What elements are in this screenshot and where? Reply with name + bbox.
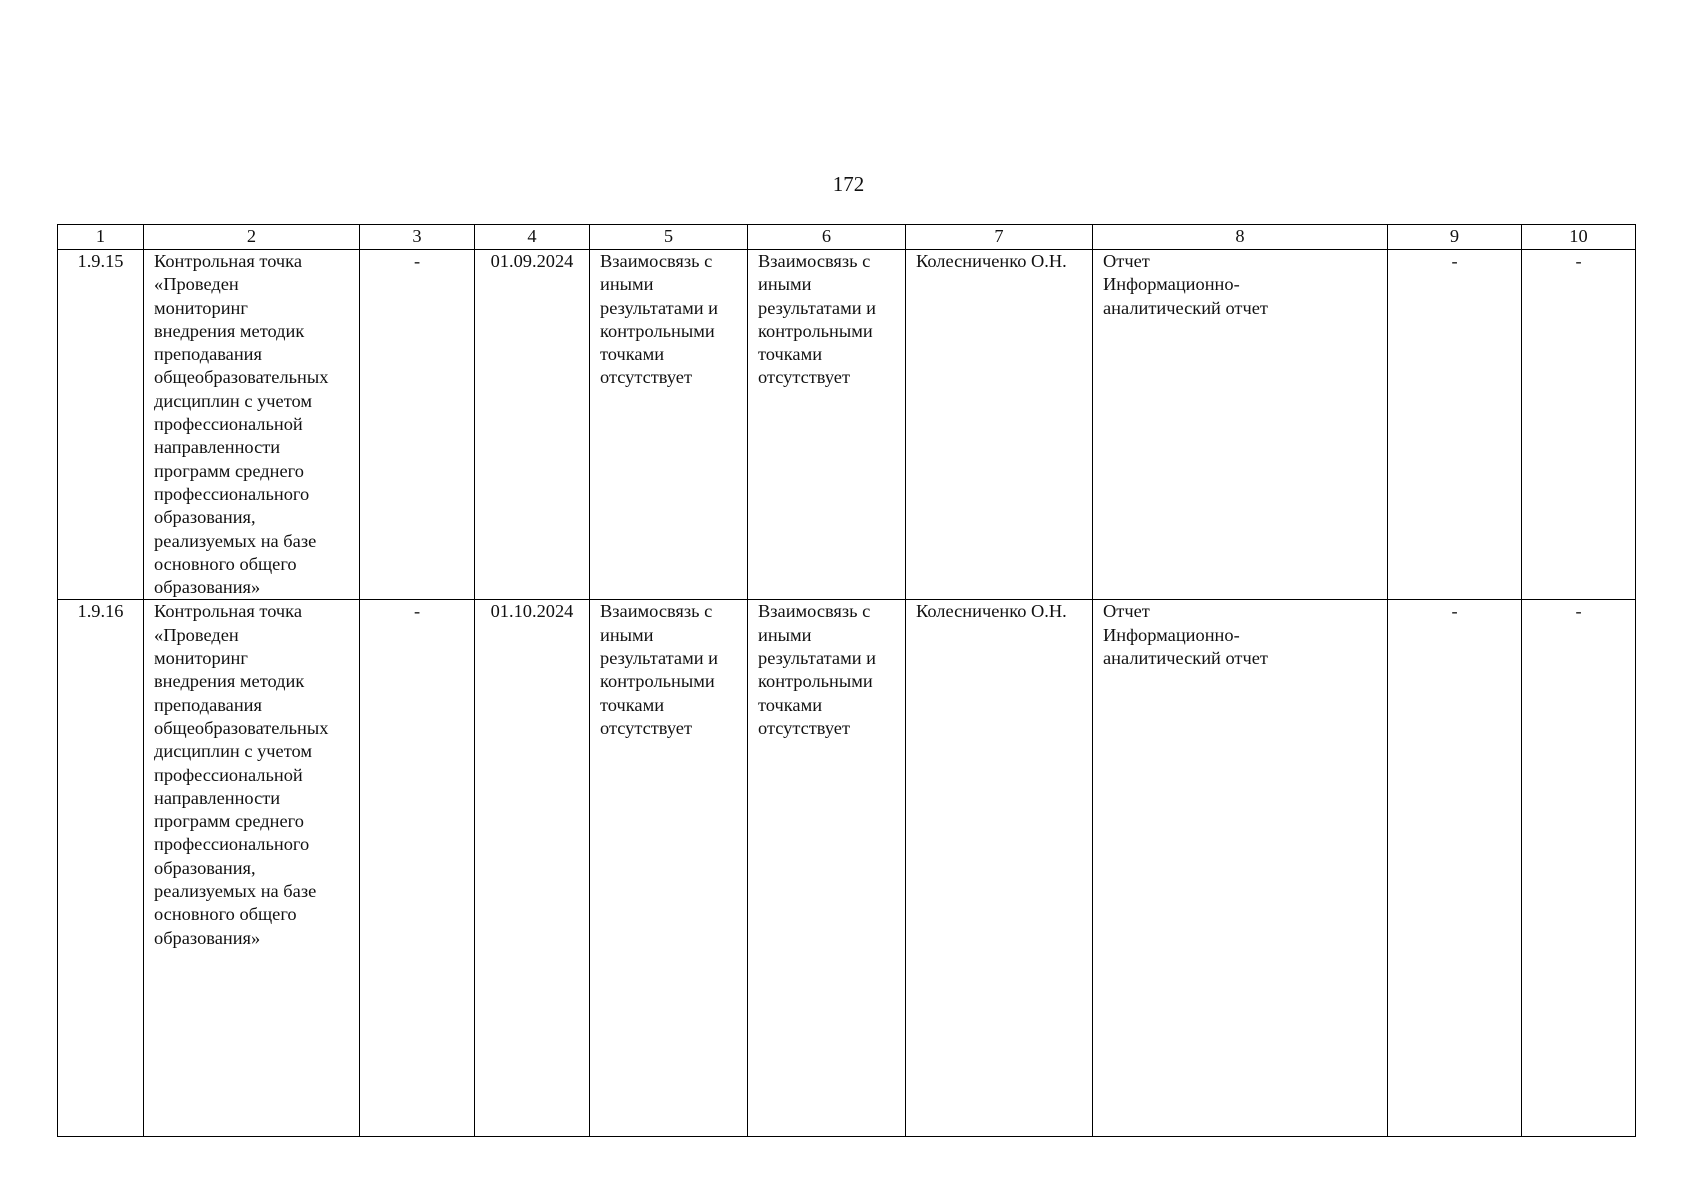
row-number: 1.9.15 — [58, 250, 144, 600]
row-date: 01.09.2024 — [475, 250, 590, 600]
table-header-row — [58, 225, 1636, 250]
page-number: 172 — [832, 172, 865, 196]
column-header: 1 — [58, 225, 144, 250]
table-row — [58, 250, 1636, 600]
row-col9: - — [1388, 600, 1522, 1137]
row-responsible: Колесниченко О.Н. — [906, 600, 1093, 1137]
table-row — [58, 600, 1636, 1137]
row-relation-results: Взаимосвязь с иными результатами и контрольными точками отсутствует — [590, 600, 748, 1137]
row-col3: - — [360, 250, 475, 600]
column-header: 8 — [1093, 225, 1388, 250]
column-header: 4 — [475, 225, 590, 250]
row-relation-points: Взаимосвязь с иными результатами и контрольными точками отсутствует — [748, 250, 906, 600]
row-name: Контрольная точка «Проведен мониторинг внедрения методик преподавания общеобразовательных дисциплин с учетом профессиональной направленности программ среднего профессионального образования, реализуемых на базе основного общего образования» — [144, 250, 360, 600]
column-header: 2 — [144, 225, 360, 250]
row-col10: - — [1522, 250, 1636, 600]
plan-table — [57, 224, 1636, 1137]
row-relation-results: Взаимосвязь с иными результатами и контрольными точками отсутствует — [590, 250, 748, 600]
row-number: 1.9.16 — [58, 600, 144, 1137]
row-col3: - — [360, 600, 475, 1137]
column-header: 9 — [1388, 225, 1522, 250]
row-name: Контрольная точка «Проведен мониторинг внедрения методик преподавания общеобразовательных дисциплин с учетом профессиональной направленности программ среднего профессионального образования, реализуемых на базе основного общего образования» — [144, 600, 360, 1137]
row-col10: - — [1522, 600, 1636, 1137]
column-header: 10 — [1522, 225, 1636, 250]
row-relation-points: Взаимосвязь с иными результатами и контрольными точками отсутствует — [748, 600, 906, 1137]
row-responsible: Колесниченко О.Н. — [906, 250, 1093, 600]
row-report: Отчет Информационно- аналитический отчет — [1093, 600, 1388, 1137]
column-header: 7 — [906, 225, 1093, 250]
column-header: 6 — [748, 225, 906, 250]
column-header: 5 — [590, 225, 748, 250]
row-date: 01.10.2024 — [475, 600, 590, 1137]
column-header: 3 — [360, 225, 475, 250]
row-report: Отчет Информационно- аналитический отчет — [1093, 250, 1388, 600]
row-col9: - — [1388, 250, 1522, 600]
